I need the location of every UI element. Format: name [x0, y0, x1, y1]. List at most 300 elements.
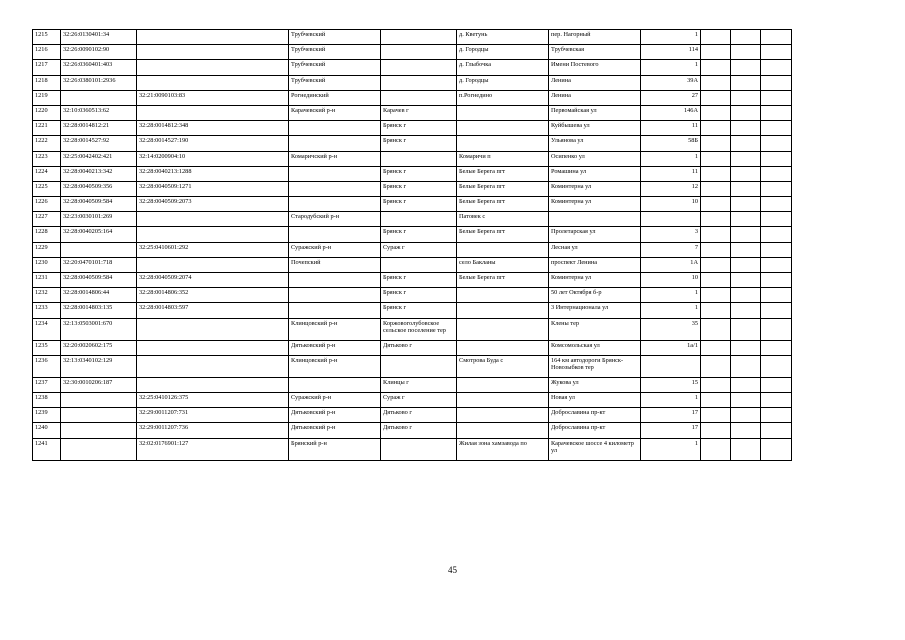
cell-empty [731, 105, 761, 120]
cell-empty [761, 392, 792, 407]
cell-cad2 [137, 257, 289, 272]
cell-empty [701, 45, 731, 60]
cell-city: Сураж г [381, 392, 457, 407]
cell-cad1: 32:30:0010206:187 [61, 377, 137, 392]
cell-district [289, 227, 381, 242]
cell-district [289, 181, 381, 196]
cell-cad1: 32:20:0020602:175 [61, 340, 137, 355]
table-row [33, 151, 792, 166]
cell-city: Брянск г [381, 288, 457, 303]
cell-empty [701, 151, 731, 166]
cell-city [381, 355, 457, 377]
cell-empty [761, 340, 792, 355]
cell-empty [701, 30, 731, 45]
cell-cad1: 32:28:0040213:342 [61, 166, 137, 181]
cell-empty [731, 273, 761, 288]
cell-city: Брянск г [381, 273, 457, 288]
cell-cad1 [61, 242, 137, 257]
cell-district [289, 377, 381, 392]
cell-n: 1239 [33, 408, 61, 423]
cell-street: Лесная ул [549, 242, 641, 257]
table-row [33, 340, 792, 355]
cell-district [289, 136, 381, 151]
cell-cad1 [61, 423, 137, 438]
cell-empty [761, 355, 792, 377]
cell-n: 1232 [33, 288, 61, 303]
cell-house: 17 [641, 423, 701, 438]
cell-n: 1221 [33, 121, 61, 136]
cell-street: Пролетарская ул [549, 227, 641, 242]
cell-empty [701, 166, 731, 181]
cell-n: 1215 [33, 30, 61, 45]
table-row [33, 166, 792, 181]
cell-house: 17 [641, 408, 701, 423]
cell-cad2 [137, 377, 289, 392]
cell-district: Почепский [289, 257, 381, 272]
cell-settlement: д. Кветунь [457, 30, 549, 45]
cell-street: Ульянова ул [549, 136, 641, 151]
cell-empty [731, 227, 761, 242]
cell-n: 1222 [33, 136, 61, 151]
cell-n: 1224 [33, 166, 61, 181]
cell-district: Трубчевский [289, 30, 381, 45]
cell-street: Ленина [549, 75, 641, 90]
cell-empty [701, 90, 731, 105]
cell-empty [701, 257, 731, 272]
table-body [33, 30, 792, 461]
cell-empty [701, 60, 731, 75]
cell-n: 1223 [33, 151, 61, 166]
cell-city: Карачев г [381, 105, 457, 120]
cell-district [289, 288, 381, 303]
cell-settlement [457, 340, 549, 355]
cell-district: Суражский р-н [289, 242, 381, 257]
cell-empty [761, 288, 792, 303]
table-row [33, 181, 792, 196]
cell-n: 1218 [33, 75, 61, 90]
cell-city: Клинцы г [381, 377, 457, 392]
cell-street: Коминтерна ул [549, 181, 641, 196]
cell-cad1: 32:13:0340102:129 [61, 355, 137, 377]
cell-settlement: п.Рогнедино [457, 90, 549, 105]
cell-empty [761, 242, 792, 257]
table-row [33, 60, 792, 75]
cell-cad2 [137, 340, 289, 355]
cell-settlement: Смотрова Буда с [457, 355, 549, 377]
cell-district [289, 121, 381, 136]
cell-district: Клинцовский р-н [289, 355, 381, 377]
cell-n: 1217 [33, 60, 61, 75]
cell-empty [731, 423, 761, 438]
cell-empty [731, 151, 761, 166]
cell-settlement [457, 392, 549, 407]
table-row [33, 438, 792, 460]
cell-n: 1226 [33, 197, 61, 212]
cell-n: 1227 [33, 212, 61, 227]
cell-empty [761, 105, 792, 120]
cell-district: Трубчевский [289, 75, 381, 90]
cell-cad2 [137, 30, 289, 45]
cell-cad1: 32:28:0040509:584 [61, 197, 137, 212]
cell-street: 50 лет Октября б-р [549, 288, 641, 303]
cell-cad2: 32:28:0014812:348 [137, 121, 289, 136]
cell-cad2: 32:28:0014803:597 [137, 303, 289, 318]
cell-empty [731, 408, 761, 423]
cell-district: Брянский р-н [289, 438, 381, 460]
cell-cad2: 32:21:0090103:83 [137, 90, 289, 105]
cell-empty [761, 151, 792, 166]
cell-n: 1231 [33, 273, 61, 288]
cell-settlement: Белые Берега пгт [457, 166, 549, 181]
cell-empty [731, 318, 761, 340]
cell-empty [701, 212, 731, 227]
cell-street: Карачевское шоссе 4 километр ул [549, 438, 641, 460]
cell-empty [761, 166, 792, 181]
table-row [33, 121, 792, 136]
cell-empty [731, 392, 761, 407]
cell-cad1: 32:28:0014527:92 [61, 136, 137, 151]
cell-empty [701, 355, 731, 377]
cell-cad2 [137, 227, 289, 242]
cell-n: 1216 [33, 45, 61, 60]
cell-cad2: 32:28:0014527:190 [137, 136, 289, 151]
cell-n: 1225 [33, 181, 61, 196]
cell-settlement: Белые Берега пгт [457, 273, 549, 288]
cell-empty [731, 257, 761, 272]
cell-cad1: 32:28:0014812:21 [61, 121, 137, 136]
cell-street: Клены тер [549, 318, 641, 340]
cell-district: Трубчевский [289, 45, 381, 60]
cell-city [381, 257, 457, 272]
cell-district: Трубчевский [289, 60, 381, 75]
cell-city [381, 60, 457, 75]
cell-city: Дятьково г [381, 408, 457, 423]
cell-empty [731, 166, 761, 181]
cell-settlement [457, 136, 549, 151]
cell-street: Новая ул [549, 392, 641, 407]
cell-city: Брянск г [381, 181, 457, 196]
cell-empty [731, 197, 761, 212]
cell-cad2 [137, 75, 289, 90]
cell-city: Сураж г [381, 242, 457, 257]
cell-empty [701, 273, 731, 288]
cell-city [381, 75, 457, 90]
cell-city: Коржовоголубовское сельское поселение тер [381, 318, 457, 340]
cell-empty [761, 377, 792, 392]
cell-house: 146А [641, 105, 701, 120]
cell-empty [701, 377, 731, 392]
cell-empty [731, 121, 761, 136]
table-row [33, 423, 792, 438]
cell-street: Трубчевская [549, 45, 641, 60]
cell-settlement: д. Городцы [457, 45, 549, 60]
table-row [33, 242, 792, 257]
cell-cad2 [137, 318, 289, 340]
table-row [33, 227, 792, 242]
table-row [33, 377, 792, 392]
cell-empty [731, 75, 761, 90]
cell-cad2 [137, 105, 289, 120]
cell-city: Брянск г [381, 166, 457, 181]
cell-cad2: 32:02:0176901:127 [137, 438, 289, 460]
cell-empty [731, 340, 761, 355]
table-row [33, 197, 792, 212]
cell-cad1 [61, 90, 137, 105]
cell-street: Имени Постевого [549, 60, 641, 75]
cell-empty [701, 136, 731, 151]
cell-n: 1241 [33, 438, 61, 460]
cell-empty [701, 227, 731, 242]
cell-cad1: 32:26:0090102:90 [61, 45, 137, 60]
cell-district: Дятьковский р-н [289, 340, 381, 355]
cell-cad1: 32:28:0040509:356 [61, 181, 137, 196]
cell-empty [731, 242, 761, 257]
cell-settlement [457, 318, 549, 340]
cell-city: Брянск г [381, 303, 457, 318]
cell-street: Куйбышева ул [549, 121, 641, 136]
cell-settlement [457, 105, 549, 120]
cell-cad1: 32:20:0470101:718 [61, 257, 137, 272]
cell-house: 1 [641, 60, 701, 75]
cell-city: Дятьково г [381, 423, 457, 438]
cell-cad1 [61, 392, 137, 407]
cell-settlement: Жилая зона хамзавода по [457, 438, 549, 460]
cell-n: 1236 [33, 355, 61, 377]
cell-empty [761, 136, 792, 151]
cell-settlement [457, 423, 549, 438]
cell-cad1: 32:25:0042402:421 [61, 151, 137, 166]
cell-house: 35 [641, 318, 701, 340]
cell-cad1: 32:28:0014803:135 [61, 303, 137, 318]
cell-empty [761, 408, 792, 423]
cell-empty [731, 181, 761, 196]
table-row [33, 392, 792, 407]
cell-cad2 [137, 60, 289, 75]
cell-empty [761, 30, 792, 45]
cell-cad1: 32:28:0040509:584 [61, 273, 137, 288]
cell-empty [761, 90, 792, 105]
cell-city [381, 212, 457, 227]
cell-house: 7 [641, 242, 701, 257]
cell-house: 3 [641, 227, 701, 242]
cell-cad1: 32:26:0130401:34 [61, 30, 137, 45]
cell-district [289, 303, 381, 318]
cell-city [381, 151, 457, 166]
cell-district: Карачевский р-н [289, 105, 381, 120]
table-row [33, 30, 792, 45]
cell-n: 1238 [33, 392, 61, 407]
cell-cad1: 32:23:0030101:269 [61, 212, 137, 227]
cell-street: Ленина [549, 90, 641, 105]
cell-street: Ромашина ул [549, 166, 641, 181]
cell-street: проспект Ленина [549, 257, 641, 272]
cell-house: 114 [641, 45, 701, 60]
cell-district: Суражский р-н [289, 392, 381, 407]
cell-cad2: 32:25:0410601:292 [137, 242, 289, 257]
cell-empty [761, 423, 792, 438]
cell-n: 1237 [33, 377, 61, 392]
cell-street: пер. Нагорный [549, 30, 641, 45]
cell-house: 1 [641, 288, 701, 303]
cell-street: Первомайская ул [549, 105, 641, 120]
table-row [33, 318, 792, 340]
cell-cad1 [61, 408, 137, 423]
cell-empty [761, 60, 792, 75]
cell-settlement: д. Глыбочка [457, 60, 549, 75]
cell-city: Брянск г [381, 121, 457, 136]
cell-cad2: 32:29:0011207:731 [137, 408, 289, 423]
cell-house: 15 [641, 377, 701, 392]
cell-house: 1 [641, 303, 701, 318]
cell-empty [761, 318, 792, 340]
cell-n: 1229 [33, 242, 61, 257]
cell-empty [701, 408, 731, 423]
address-table [32, 29, 792, 461]
cell-street: 164 км автодороги Брянск-Новозыбков тер [549, 355, 641, 377]
cell-empty [701, 303, 731, 318]
cell-empty [761, 212, 792, 227]
cell-empty [731, 303, 761, 318]
cell-cad2 [137, 355, 289, 377]
cell-house: 10 [641, 273, 701, 288]
cell-n: 1228 [33, 227, 61, 242]
cell-empty [731, 45, 761, 60]
cell-street: Доброславина пр-кт [549, 408, 641, 423]
cell-street: 3 Интернационала ул [549, 303, 641, 318]
cell-street: Жукова ул [549, 377, 641, 392]
cell-district: Клинцовский р-н [289, 318, 381, 340]
cell-cad2: 32:25:0410126:375 [137, 392, 289, 407]
cell-n: 1230 [33, 257, 61, 272]
cell-house: 27 [641, 90, 701, 105]
cell-district: Дятьковский р-н [289, 423, 381, 438]
cell-cad2: 32:28:0014806:352 [137, 288, 289, 303]
cell-empty [731, 438, 761, 460]
cell-empty [701, 197, 731, 212]
cell-empty [731, 136, 761, 151]
cell-cad1 [61, 438, 137, 460]
cell-n: 1219 [33, 90, 61, 105]
cell-house: 1 [641, 438, 701, 460]
cell-empty [701, 438, 731, 460]
cell-district [289, 166, 381, 181]
cell-cad1: 32:13:0503001:670 [61, 318, 137, 340]
table-row [33, 75, 792, 90]
cell-settlement [457, 303, 549, 318]
cell-empty [701, 392, 731, 407]
cell-settlement [457, 121, 549, 136]
cell-district: Дятьковский р-н [289, 408, 381, 423]
cell-city: Брянск г [381, 227, 457, 242]
cell-city: Дятьково г [381, 340, 457, 355]
cell-house: 58Б [641, 136, 701, 151]
cell-house: 10 [641, 197, 701, 212]
cell-cad2: 32:28:0040509:2074 [137, 273, 289, 288]
table-row [33, 408, 792, 423]
cell-empty [701, 340, 731, 355]
cell-empty [701, 181, 731, 196]
cell-cad2: 32:14:0200904:10 [137, 151, 289, 166]
cell-settlement [457, 408, 549, 423]
cell-city [381, 45, 457, 60]
cell-cad2: 32:28:0040509:2073 [137, 197, 289, 212]
cell-empty [701, 242, 731, 257]
cell-house: 12 [641, 181, 701, 196]
table-row [33, 45, 792, 60]
cell-settlement: д. Городцы [457, 75, 549, 90]
page-number: 45 [448, 565, 457, 575]
cell-empty [761, 273, 792, 288]
cell-empty [761, 121, 792, 136]
cell-empty [731, 60, 761, 75]
cell-empty [761, 197, 792, 212]
cell-house: 1 [641, 30, 701, 45]
cell-city [381, 90, 457, 105]
cell-settlement: Белые Берега пгт [457, 227, 549, 242]
cell-house: 1 [641, 392, 701, 407]
cell-district [289, 197, 381, 212]
cell-house [641, 212, 701, 227]
cell-empty [761, 438, 792, 460]
cell-empty [761, 45, 792, 60]
cell-empty [731, 30, 761, 45]
table-row [33, 90, 792, 105]
table-row [33, 257, 792, 272]
cell-cad1: 32:28:0040205:164 [61, 227, 137, 242]
cell-settlement: Белые Берега пгт [457, 181, 549, 196]
cell-settlement: Комаричи п [457, 151, 549, 166]
cell-settlement [457, 288, 549, 303]
cell-house: 1 [641, 151, 701, 166]
cell-district: Стародубский р-н [289, 212, 381, 227]
cell-empty [731, 212, 761, 227]
cell-empty [761, 303, 792, 318]
cell-city [381, 30, 457, 45]
table-row [33, 136, 792, 151]
document-page [32, 29, 792, 461]
table-row [33, 288, 792, 303]
cell-cad2: 32:29:0011207:736 [137, 423, 289, 438]
cell-district: Комаричский р-н [289, 151, 381, 166]
cell-house: 39А [641, 75, 701, 90]
cell-empty [701, 318, 731, 340]
cell-house: 11 [641, 166, 701, 181]
cell-house: 1А [641, 257, 701, 272]
cell-house [641, 355, 701, 377]
cell-settlement: село Бакланы [457, 257, 549, 272]
cell-cad2: 32:28:0040509:1271 [137, 181, 289, 196]
cell-empty [731, 377, 761, 392]
cell-n: 1220 [33, 105, 61, 120]
cell-empty [701, 288, 731, 303]
cell-empty [701, 423, 731, 438]
cell-street: Коминтерна ул [549, 273, 641, 288]
cell-n: 1233 [33, 303, 61, 318]
table-row [33, 105, 792, 120]
cell-cad2 [137, 212, 289, 227]
table-row [33, 355, 792, 377]
cell-empty [761, 75, 792, 90]
cell-empty [731, 288, 761, 303]
cell-empty [731, 355, 761, 377]
cell-house: 11 [641, 121, 701, 136]
cell-cad1: 32:26:0380101:2936 [61, 75, 137, 90]
cell-street: Доброславина пр-кт [549, 423, 641, 438]
cell-street [549, 212, 641, 227]
cell-empty [701, 121, 731, 136]
cell-cad1: 32:28:0014806:44 [61, 288, 137, 303]
cell-empty [701, 105, 731, 120]
